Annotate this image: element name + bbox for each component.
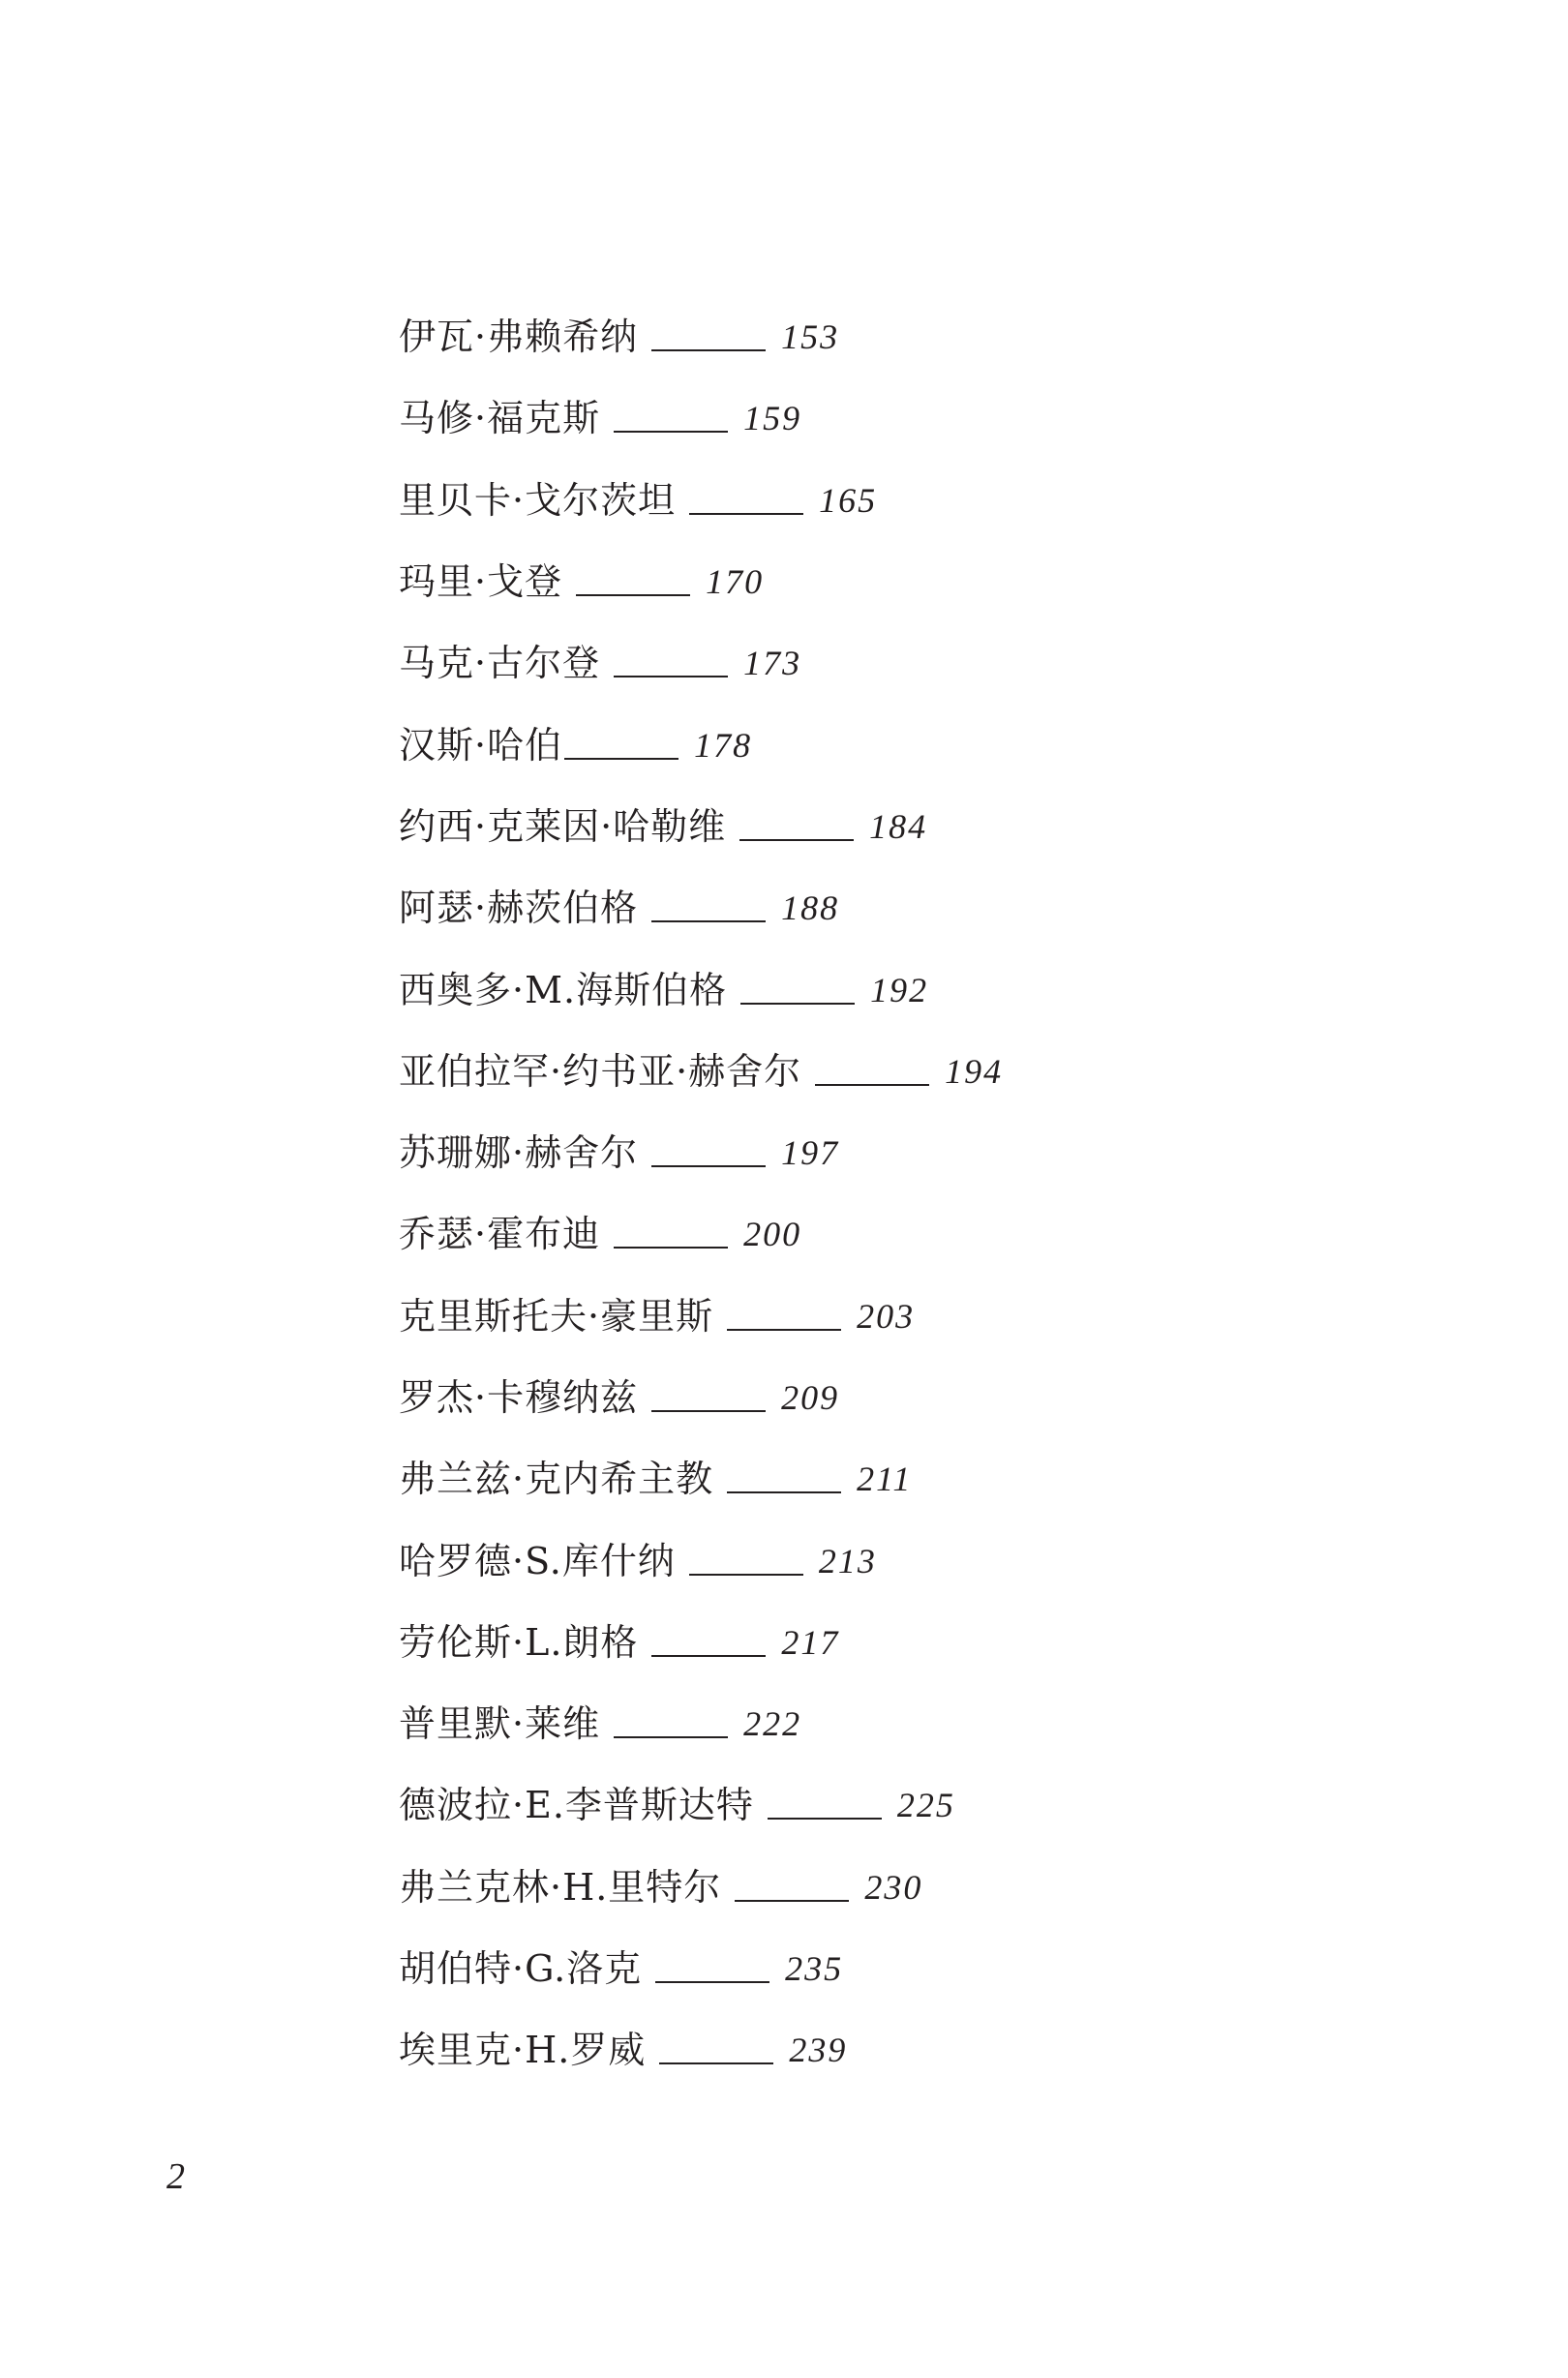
toc-entry (399, 1520, 1003, 1601)
entry-title: 弗兰兹·克内希主教 (399, 1458, 714, 1501)
entry-page-number: 222 (743, 1704, 802, 1744)
entry-page-number: 194 (945, 1051, 1004, 1091)
leader-line (651, 920, 766, 922)
entry-title: 德波拉·E.李普斯达特 (399, 1784, 754, 1827)
leader-line (576, 594, 690, 596)
leader-line (659, 2062, 773, 2064)
leader-line (689, 513, 803, 515)
toc-entry (399, 704, 1003, 785)
entry-title: 马克·古尔登 (399, 642, 601, 685)
toc-entry (399, 1438, 1003, 1520)
toc-entry (399, 1112, 1003, 1193)
entry-page-number: 225 (896, 1786, 955, 1825)
entry-page-number: 165 (819, 480, 878, 520)
page-number: 2 (166, 2156, 185, 2197)
entry-title: 乔瑟·霍布迪 (399, 1213, 601, 1256)
entry-page-number: 184 (869, 806, 928, 846)
entry-page-number: 203 (857, 1296, 916, 1336)
toc-entry (399, 460, 1003, 541)
leader-line (614, 1247, 728, 1249)
leader-line (727, 1491, 841, 1493)
entry-title: 约西·克莱因·哈勒维 (399, 804, 727, 848)
toc-entry (399, 1031, 1003, 1112)
toc-entry (399, 541, 1003, 622)
leader-line (689, 1574, 803, 1576)
entry-title: 罗杰·卡穆纳兹 (399, 1376, 639, 1419)
entry-page-number: 217 (781, 1622, 840, 1662)
leader-line (651, 1410, 766, 1412)
entry-title: 普里默·莱维 (399, 1702, 601, 1746)
entry-page-number: 153 (781, 317, 840, 357)
toc-entry (399, 1764, 1003, 1846)
leader-line (815, 1084, 929, 1086)
entry-title: 阿瑟·赫茨伯格 (399, 887, 639, 930)
leader-line (614, 676, 728, 677)
entry-page-number: 197 (781, 1133, 840, 1173)
leader-line (727, 1329, 841, 1331)
leader-line (740, 1003, 855, 1005)
entry-title: 克里斯托夫·豪里斯 (399, 1294, 714, 1338)
entry-title: 苏珊娜·赫舍尔 (399, 1131, 639, 1175)
entry-page-number: 200 (743, 1215, 802, 1254)
entry-title: 劳伦斯·L.朗格 (399, 1620, 639, 1664)
entry-title: 西奥多·M.海斯伯格 (399, 968, 728, 1011)
toc-entry (399, 1683, 1003, 1764)
entry-title: 胡伯特·G.洛克 (399, 1947, 643, 1991)
entry-page-number: 211 (857, 1460, 913, 1499)
entry-page-number: 173 (743, 644, 802, 683)
entry-title: 埃里克·H.罗威 (399, 2029, 647, 2072)
leader-line (739, 839, 854, 841)
entry-title: 哈罗德·S.库什纳 (399, 1539, 676, 1582)
entry-page-number: 188 (781, 888, 840, 928)
entry-page-number: 159 (743, 399, 802, 438)
leader-line (735, 1900, 849, 1902)
leader-line (564, 758, 678, 760)
leader-line (614, 431, 728, 433)
toc-entry (399, 296, 1003, 377)
entry-title: 弗兰克林·H.里特尔 (399, 1865, 722, 1909)
entry-title: 亚伯拉罕·约书亚·赫舍尔 (399, 1049, 802, 1093)
toc-entry (399, 1928, 1003, 2009)
entry-page-number: 230 (864, 1867, 923, 1907)
table-of-contents (399, 296, 1003, 2092)
entry-title: 伊瓦·弗赖希纳 (399, 316, 639, 359)
toc-entry (399, 1276, 1003, 1357)
leader-line (651, 349, 766, 351)
toc-entry (399, 1357, 1003, 1438)
entry-page-number: 178 (694, 725, 753, 765)
toc-entry (399, 1847, 1003, 1928)
entry-page-number: 170 (706, 562, 765, 602)
toc-entry (399, 377, 1003, 459)
entry-title: 玛里·戈登 (399, 560, 563, 604)
entry-page-number: 209 (781, 1378, 840, 1417)
entry-page-number: 239 (789, 2031, 848, 2070)
entry-page-number: 192 (870, 970, 929, 1009)
entry-title: 马修·福克斯 (399, 397, 601, 440)
toc-entry (399, 622, 1003, 704)
toc-entry (399, 786, 1003, 867)
toc-entry (399, 1602, 1003, 1683)
leader-line (655, 1981, 769, 1983)
leader-line (768, 1818, 882, 1820)
entry-title: 汉斯·哈伯 (399, 723, 563, 767)
leader-line (614, 1736, 728, 1738)
entry-page-number: 235 (785, 1949, 844, 1989)
toc-entry (399, 948, 1003, 1030)
leader-line (651, 1165, 766, 1167)
toc-entry (399, 1193, 1003, 1275)
entry-title: 里贝卡·戈尔茨坦 (399, 478, 677, 522)
entry-page-number: 213 (818, 1541, 877, 1580)
toc-entry (399, 867, 1003, 948)
toc-entry (399, 2009, 1003, 2091)
leader-line (651, 1655, 766, 1657)
